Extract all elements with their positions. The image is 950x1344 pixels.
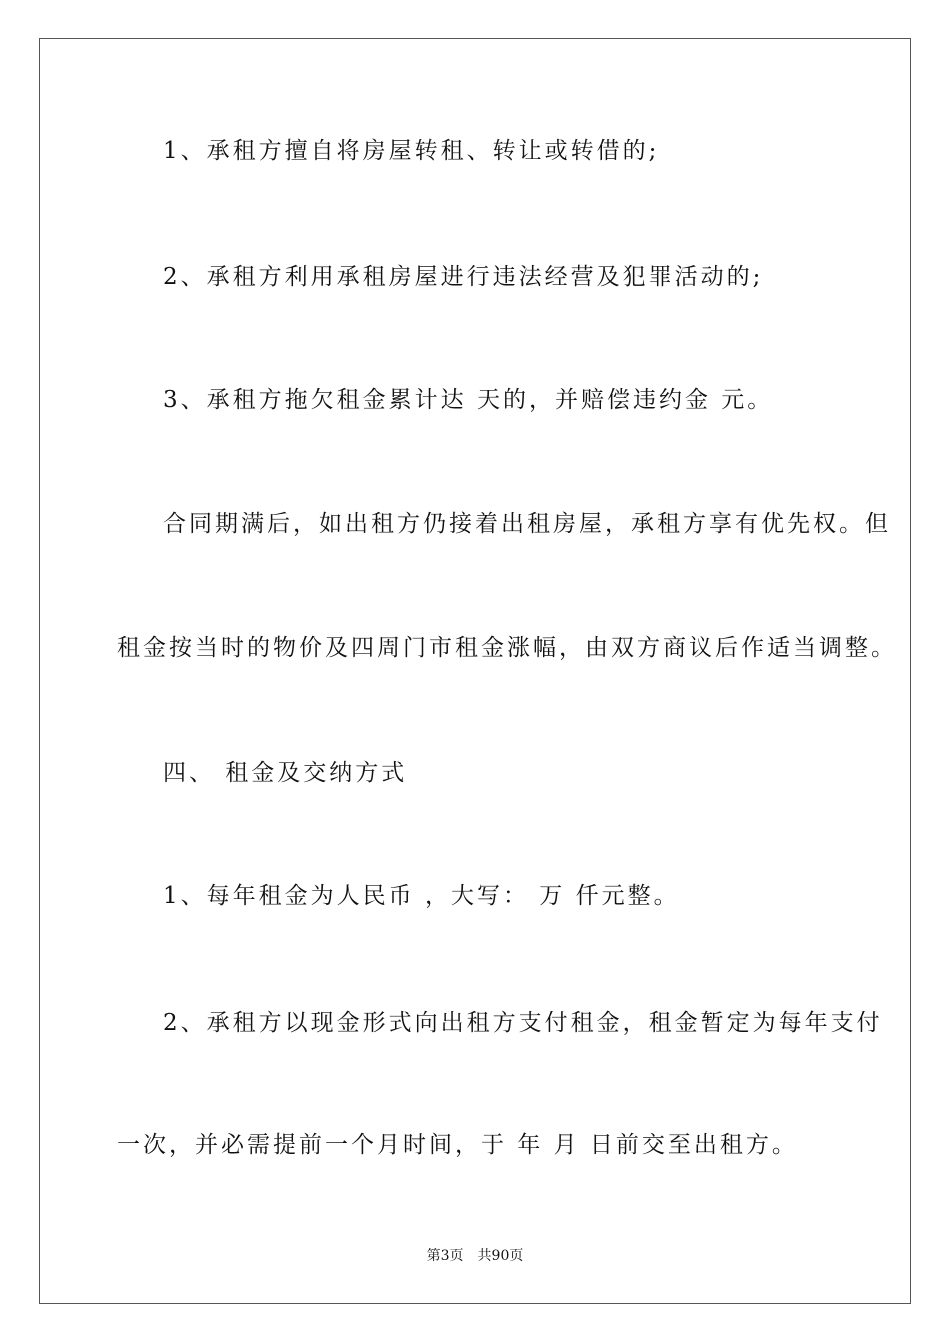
paragraph-clause-1: 1、承租方擅自将房屋转租、转让或转借的; — [163, 138, 660, 164]
paragraph-renewal-line-1: 合同期满后，如出租方仍接着出租房屋，承租方享有优先权。但 — [163, 511, 891, 537]
paragraph-rent-2-line-2: 一次，并必需提前一个月时间，于 年 月 日前交至出租方。 — [117, 1132, 798, 1158]
paragraph-clause-3: 3、承租方拖欠租金累计达 天的，并赔偿违约金 元。 — [163, 387, 774, 413]
section-heading-rent: 四、 租金及交纳方式 — [163, 760, 408, 786]
paragraph-renewal-line-2: 租金按当时的物价及四周门市租金涨幅，由双方商议后作适当调整。 — [117, 635, 897, 661]
page-number-footer: 第3页 共90页 — [426, 1248, 524, 1264]
paragraph-rent-2-line-1: 2、承租方以现金形式向出租方支付租金，租金暂定为每年支付 — [163, 1010, 883, 1036]
paragraph-rent-1: 1、每年租金为人民币 ，大写： 万 仟元整。 — [163, 883, 680, 909]
paragraph-clause-2: 2、承租方利用承租房屋进行违法经营及犯罪活动的; — [163, 264, 764, 290]
page-frame — [39, 38, 911, 1304]
